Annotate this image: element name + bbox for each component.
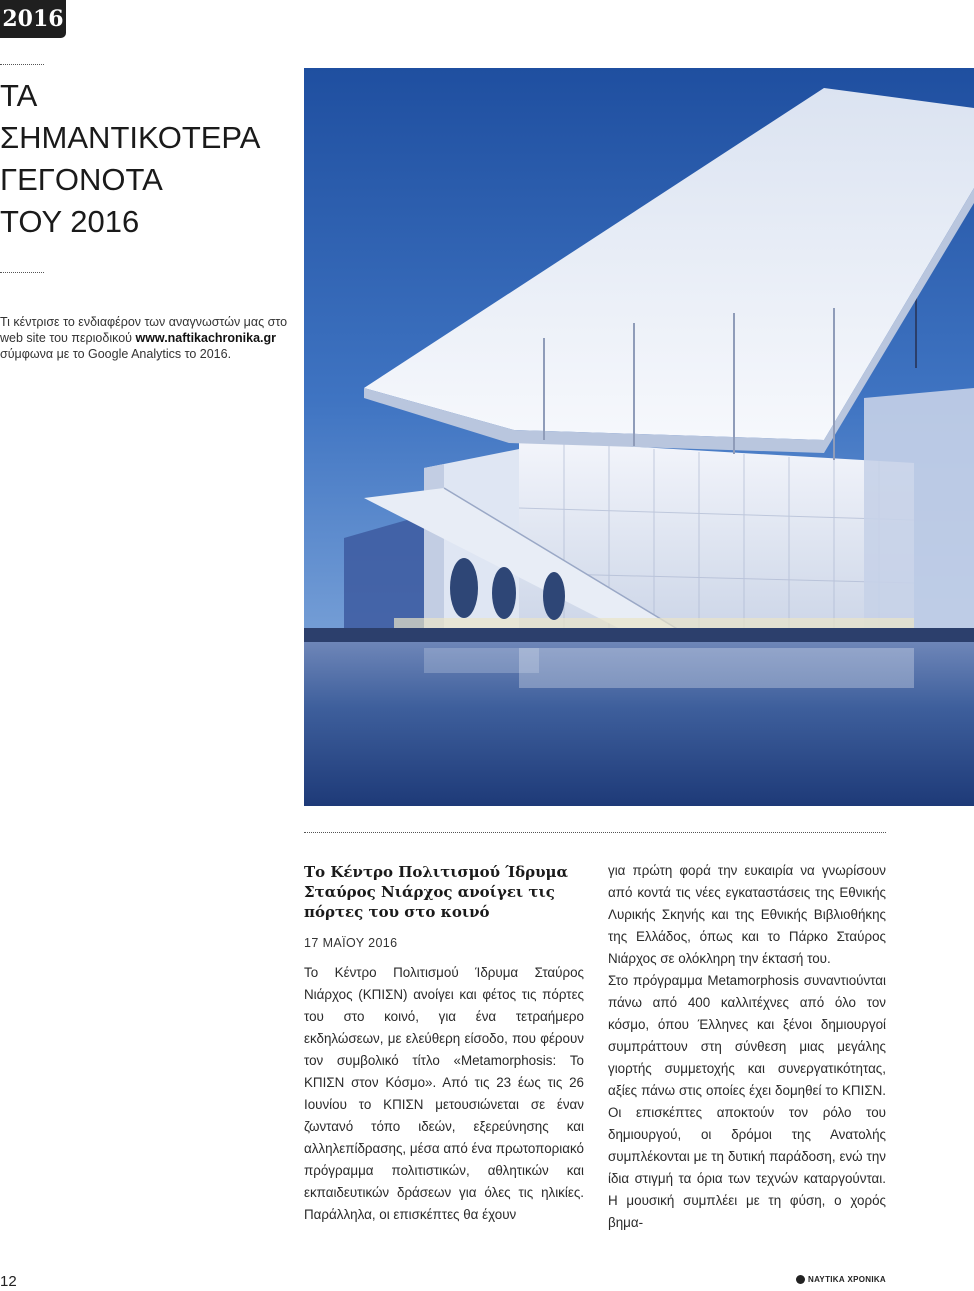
title-divider-top	[0, 64, 44, 65]
website-link[interactable]: www.naftikachronika.gr	[135, 331, 277, 345]
title-line: ΤΑ	[0, 78, 38, 113]
title-divider-bottom	[0, 272, 44, 273]
article-headline: Το Κέντρο Πολιτισμού Ίδρυμα Σταύρος Νιάρχος ανοίγει τις πόρτες του στο κοινό	[304, 863, 569, 921]
page-number: 12	[0, 1273, 17, 1290]
section-title	[0, 75, 290, 243]
brand-logo-icon	[796, 1275, 805, 1284]
article-column-right	[608, 860, 886, 1234]
footer-brand	[796, 1275, 886, 1284]
title-line: ΣΗΜΑΝΤΙΚΟΤΕΡΑ	[0, 120, 261, 155]
intro-text-part: Τι κέντρισε το ενδιαφέρον των αναγνωστών μας στο web site του περιοδικού	[0, 315, 288, 345]
article-column-left	[304, 962, 584, 1226]
article-date: 17 ΜΑΪΟΥ 2016	[304, 936, 398, 950]
building-photo	[304, 68, 974, 806]
brand-name: ΝΑΥΤΙΚΑ ΧΡΟΝΙΚΑ	[808, 1275, 886, 1284]
paragraph: για πρώτη φορά την ευκαιρία να γνωρίσουν από κοντά τις νέες εγκαταστάσεις της Εθνικής Λυρικής Σκηνής και της Εθνικής Βιβλιοθήκης της Ελλάδος, όπως και το Πάρκο Σταύρος Νιάρχος σε ολόκληρη την έκτασή του.	[608, 863, 886, 966]
article-divider	[304, 832, 886, 833]
title-line: ΓΕΓΟΝΟΤΑ	[0, 162, 163, 197]
title-line: ΤΟΥ 2016	[0, 204, 140, 239]
intro-text-part: σύμφωνα με το Google Analytics το 2016.	[0, 347, 232, 361]
year-badge: 2016	[0, 0, 66, 38]
intro-text	[0, 314, 290, 362]
paragraph: Το Κέντρο Πολιτισμού Ίδρυμα Σταύρος Νιάρχος (ΚΠΙΣΝ) ανοίγει και φέτος τις πόρτες του στο κοινό, για ένα τετραήμερο εκδηλώσεων, με ελεύθερη είσοδο, που φέρουν τον συμβολικό τίτλο «Metamorphosis: Το ΚΠΙΣΝ στον Κόσμο». Από τις 23 έως τις 26 Ιουνίου το ΚΠΙΣΝ μετουσιώνεται σε έναν ζωντανό τόπο ιδεών, εξερεύνησης και αλληλεπίδρασης, μέσα από ένα πρωτοποριακό πρόγραμμα πολιτιστικών, αθλητικών και εκπαιδευτικών δράσεων για όλες τις ηλικίες. Παράλληλα, οι επισκέπτες θα έχουν	[304, 965, 584, 1222]
paragraph: Στο πρόγραμμα Metamorphosis συναντιούνται πάνω από 400 καλλιτέχνες από όλο τον κόσμο, όπου Έλληνες και ξένοι δημιουργοί συμπράττουν στη σύνθεση μιας μεγάλης γιορτής συμμετοχής και συνεργατικότητας, αξίες πάνω στις οποίες έχει δομηθεί το ΚΠΙΣΝ. Οι επισκέπτες αποκτούν τον ρόλο του δημιουργού, οι δρόμοι της Ανατολής συμπλέκονται με τη δυτική παράδοση, ενώ την ίδια στιγμή τα όρια των τεχνών καταργούνται. Η μουσική συμπλέει με τη φύση, ο χορός βημα-	[608, 973, 886, 1230]
